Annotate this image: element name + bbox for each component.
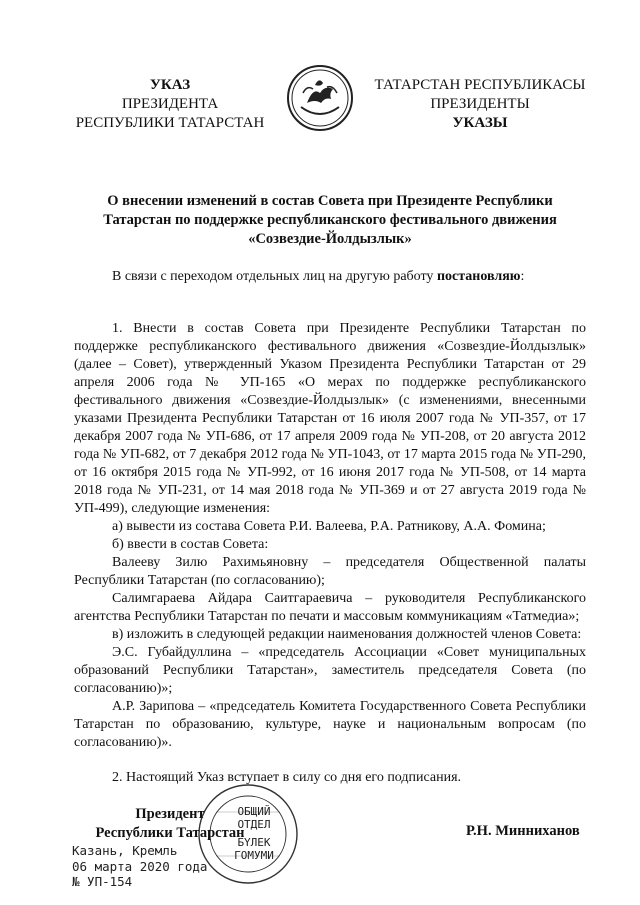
intro-text: В связи с переходом отдельных лиц на другую работу [112,269,437,284]
decree-title: О внесении изменений в состав Совета при Президенте Республики Татарстан по поддержке республиканского фестивального движения «Созвездие-Йолдызлык» [103,193,557,247]
paragraph-item-a: а) вывести из состава Совета Р.И. Валеева, Р.А. Ратникову, А.А. Фомина; [112,519,546,534]
paragraph-item-v: в) изложить в следующей редакции наименования должностей членов Совета: [112,627,582,642]
stamp-line-4: ГОМУМИ [234,849,274,862]
header-right-line-3: УКАЗЫ [452,115,508,131]
intro-paragraph [74,268,586,286]
decree-body [74,320,586,787]
decree-number: № УП-154 [72,874,133,889]
stamp-line-1: ОБЩИЙ [237,805,271,818]
paragraph-valeeva: Валееву Зилю Рахимьяновну – председателя Общественной палаты Республики Татарстан (по согласованию); [74,555,586,588]
header-right-block [362,76,598,133]
paragraph-gubaidullin: Э.С. Губайдуллина – «председатель Ассоциации «Совет муниципальных образований Республики Татарстан», заместитель председателя Совета (по согласованию)»; [74,645,586,696]
header-right-line-1: ТАТАРСТАН РЕСПУБЛИКАСЫ [374,77,586,93]
signature-title [80,805,260,843]
signature-name: Р.Н. Минниханов [466,823,580,839]
tatarstan-emblem-icon [285,63,355,133]
paragraph-item-1: 1. Внести в состав Совета при Президенте Республики Татарстан по поддержке республиканского фестивального движения «Созвездие-Йолдызлык» (далее – Совет), утвержденный Указом Президента Республики Татарстан от 29 апреля 2006 года № УП-165 «О мерах по поддержке республиканского фестивального движения «Созвездие-Йолдызлык» (с изменениями, внесенными указами Президента Республики Татарстан от 16 июля 2007 года № УП-357, от 17 декабря 2007 года № УП-686, от 17 апреля 2009 года № УП-208, от 20 августа 2012 года № УП-682, от 7 декабря 2012 года № УП-1043, от 17 марта 2015 года № УП-290, от 16 октября 2015 года № УП-992, от 16 июня 2017 года № УП-508, от 14 марта 2018 года № УП-231, от 14 мая 2018 года № УП-369 и от 27 августа 2019 года № УП-499), следующие изменения: [74,321,586,516]
paragraph-zaripov: А.Р. Зарипова – «председатель Комитета Государственного Совета Республики Татарстан по образованию, культуре, науке и национальным вопросам (по согласованию)». [74,699,586,750]
header-left-line-3: РЕСПУБЛИКИ ТАТАРСТАН [75,115,265,131]
stamp-line-3: БҮЛЕК [237,836,271,849]
header-right-line-2: ПРЕЗИДЕНТЫ [430,96,530,112]
paragraph-salimgaraev: Салимгараева Айдара Саитгараевича – руководителя Республиканского агентства Республики Татарстан по печати и массовым коммуникациям «Татмедиа»; [74,591,586,624]
paragraph-item-b: б) ввести в состав Совета: [112,537,269,552]
header-left-block [70,76,270,133]
header-left-line-1: УКАЗ [149,77,191,93]
intro-colon: : [520,269,525,284]
signature-title-line-2: Республики Татарстан [95,825,245,841]
header-left-line-2: ПРЕЗИДЕНТА [121,96,219,112]
paragraph-item-2: 2. Настоящий Указ вступает в силу со дня его подписания. [112,770,462,785]
decree-place-date-block [72,843,207,890]
decree-date: 06 марта 2020 года [72,858,208,874]
decree-place: Казань, Кремль [72,843,178,858]
stamp-line-2: ОТДЕЛ [237,818,271,831]
intro-bold-word: постановляю [436,269,521,284]
signature-title-line-1: Президент [135,806,205,822]
